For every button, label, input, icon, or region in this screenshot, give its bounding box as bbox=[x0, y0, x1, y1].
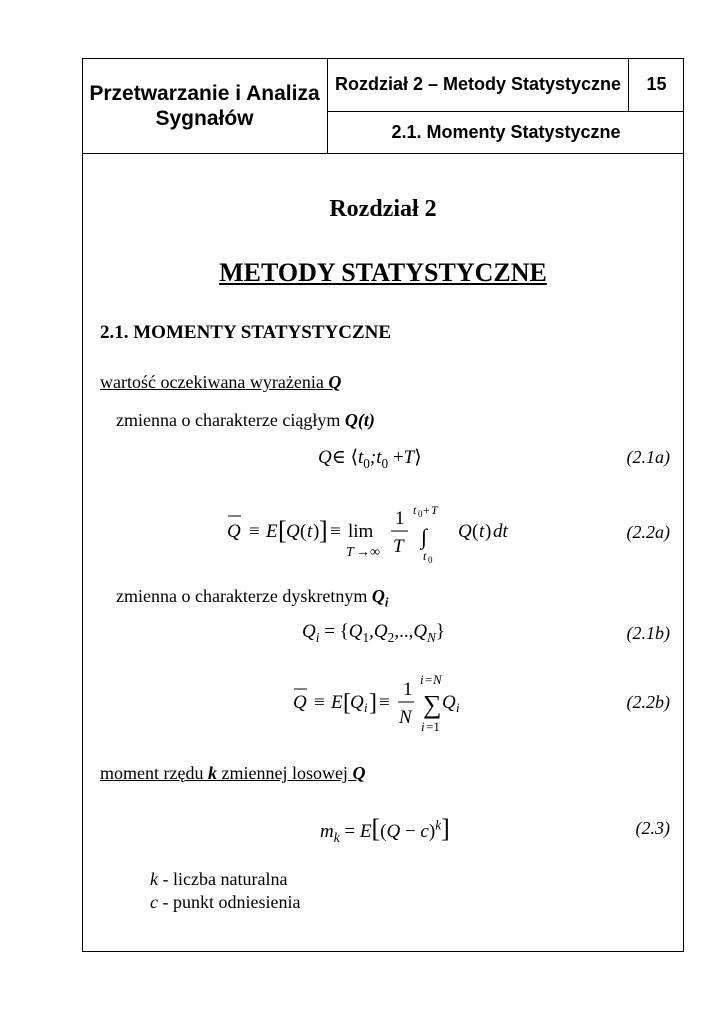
equation-2-2a bbox=[220, 494, 530, 570]
svg-text:Q: Q bbox=[286, 521, 300, 542]
svg-text:T: T bbox=[393, 536, 404, 557]
continuous-var: Q(t) bbox=[344, 410, 375, 430]
svg-text:0: 0 bbox=[428, 555, 433, 565]
svg-text:=: = bbox=[425, 672, 433, 687]
definition-k-symbol: k bbox=[150, 869, 158, 889]
svg-text:Q: Q bbox=[227, 521, 241, 542]
svg-text:E: E bbox=[331, 692, 343, 713]
equation-2-3: $m_k = E[(Q - c)^k]$ bbox=[320, 814, 450, 845]
svg-text:): ) bbox=[313, 521, 320, 542]
course-title: Przetwarzanie i Analiza Sygnałów bbox=[82, 58, 328, 154]
svg-text:lim: lim bbox=[348, 521, 374, 542]
svg-text:[: [ bbox=[278, 516, 287, 545]
svg-text:+: + bbox=[423, 503, 430, 517]
svg-text:Q: Q bbox=[350, 692, 364, 713]
equation-number-2-1a: (2.1a) bbox=[626, 447, 670, 467]
moment-text-b: zmiennej losowej bbox=[221, 763, 348, 783]
svg-text:t: t bbox=[479, 521, 485, 542]
svg-text:≡: ≡ bbox=[314, 692, 325, 713]
equation-2-2b bbox=[290, 670, 480, 736]
equation-2-1a: Q∈ $⟨t_0;t_0$ +T⟩ bbox=[318, 447, 422, 471]
svg-text:1: 1 bbox=[403, 679, 413, 700]
svg-text:Q: Q bbox=[293, 692, 307, 713]
section-header: 2.1. Momenty Statystyczne bbox=[391, 122, 621, 143]
discrete-var: Q bbox=[371, 586, 385, 606]
expected-value-var: Q bbox=[328, 372, 342, 392]
svg-text:≡: ≡ bbox=[249, 521, 260, 542]
svg-text:N: N bbox=[433, 672, 442, 687]
discrete-line bbox=[116, 586, 388, 611]
svg-text:t: t bbox=[423, 549, 427, 563]
expected-value-heading bbox=[100, 372, 341, 393]
equation-number-2-2a: (2.2a) bbox=[626, 522, 670, 542]
svg-text:≡: ≡ bbox=[330, 521, 341, 542]
svg-text:=1: =1 bbox=[426, 719, 440, 734]
svg-text:E: E bbox=[266, 521, 278, 542]
svg-text:T: T bbox=[346, 545, 354, 560]
chapter-name: METODY STATYSTYCZNE bbox=[219, 258, 547, 287]
moment-k: k bbox=[207, 763, 217, 783]
svg-text:∑: ∑ bbox=[423, 690, 442, 719]
svg-text:i: i bbox=[456, 700, 460, 715]
moment-var: Q bbox=[352, 763, 366, 783]
svg-text:i: i bbox=[421, 719, 425, 734]
svg-text:[: [ bbox=[343, 690, 351, 716]
svg-text:1: 1 bbox=[395, 508, 405, 529]
continuous-text: zmienna o charakterze ciągłym bbox=[116, 410, 341, 430]
svg-text:→∞: →∞ bbox=[356, 545, 380, 560]
svg-text:]: ] bbox=[369, 690, 377, 716]
svg-text:T: T bbox=[431, 503, 438, 517]
equation-number-2-2b: (2.2b) bbox=[626, 692, 670, 712]
svg-text:N: N bbox=[399, 707, 412, 728]
page-number: 15 bbox=[628, 58, 684, 112]
section-heading: 2.1. MOMENTY STATYSTYCZNE bbox=[100, 322, 392, 343]
definition-k-text: - liczba naturalna bbox=[158, 869, 288, 889]
svg-text:): ) bbox=[485, 521, 492, 542]
equation-number-2-3: (2.3) bbox=[635, 818, 670, 838]
svg-text:t: t bbox=[307, 521, 313, 542]
header-divider bbox=[82, 153, 684, 154]
svg-text:i: i bbox=[364, 700, 368, 715]
svg-text:Q: Q bbox=[442, 692, 456, 713]
definition-c-symbol: c bbox=[150, 892, 158, 912]
chapter-title: Rozdział 2 bbox=[329, 196, 437, 222]
svg-text:dt: dt bbox=[493, 521, 508, 542]
equation-2-1b: $Q_i = \{Q_1,Q_2,..,Q_N\}$ bbox=[302, 621, 446, 645]
svg-text:Q: Q bbox=[458, 521, 472, 542]
svg-text:t: t bbox=[413, 503, 417, 517]
svg-text:≡: ≡ bbox=[379, 692, 390, 713]
svg-text:(: ( bbox=[472, 521, 479, 542]
definition-c-text: - punkt odniesienia bbox=[158, 892, 301, 912]
chapter-header: Rozdział 2 – Metody Statystyczne bbox=[328, 58, 628, 112]
page-header bbox=[82, 58, 684, 154]
moment-text-a: moment rzędu bbox=[100, 763, 204, 783]
svg-text:i: i bbox=[420, 672, 424, 687]
continuous-line bbox=[116, 410, 375, 431]
equation-number-2-1b: (2.1b) bbox=[626, 623, 670, 643]
svg-text:]: ] bbox=[319, 516, 328, 545]
definition-c bbox=[150, 892, 300, 913]
svg-text:0: 0 bbox=[418, 509, 423, 519]
definition-k bbox=[150, 869, 287, 890]
moment-heading bbox=[100, 763, 365, 784]
svg-text:(: ( bbox=[300, 521, 307, 542]
svg-text:∫: ∫ bbox=[421, 524, 428, 549]
discrete-text: zmienna o charakterze dyskretnym bbox=[116, 586, 368, 606]
expected-value-label: wartość oczekiwana wyrażenia bbox=[100, 372, 324, 392]
discrete-var-sub: i bbox=[384, 595, 389, 610]
